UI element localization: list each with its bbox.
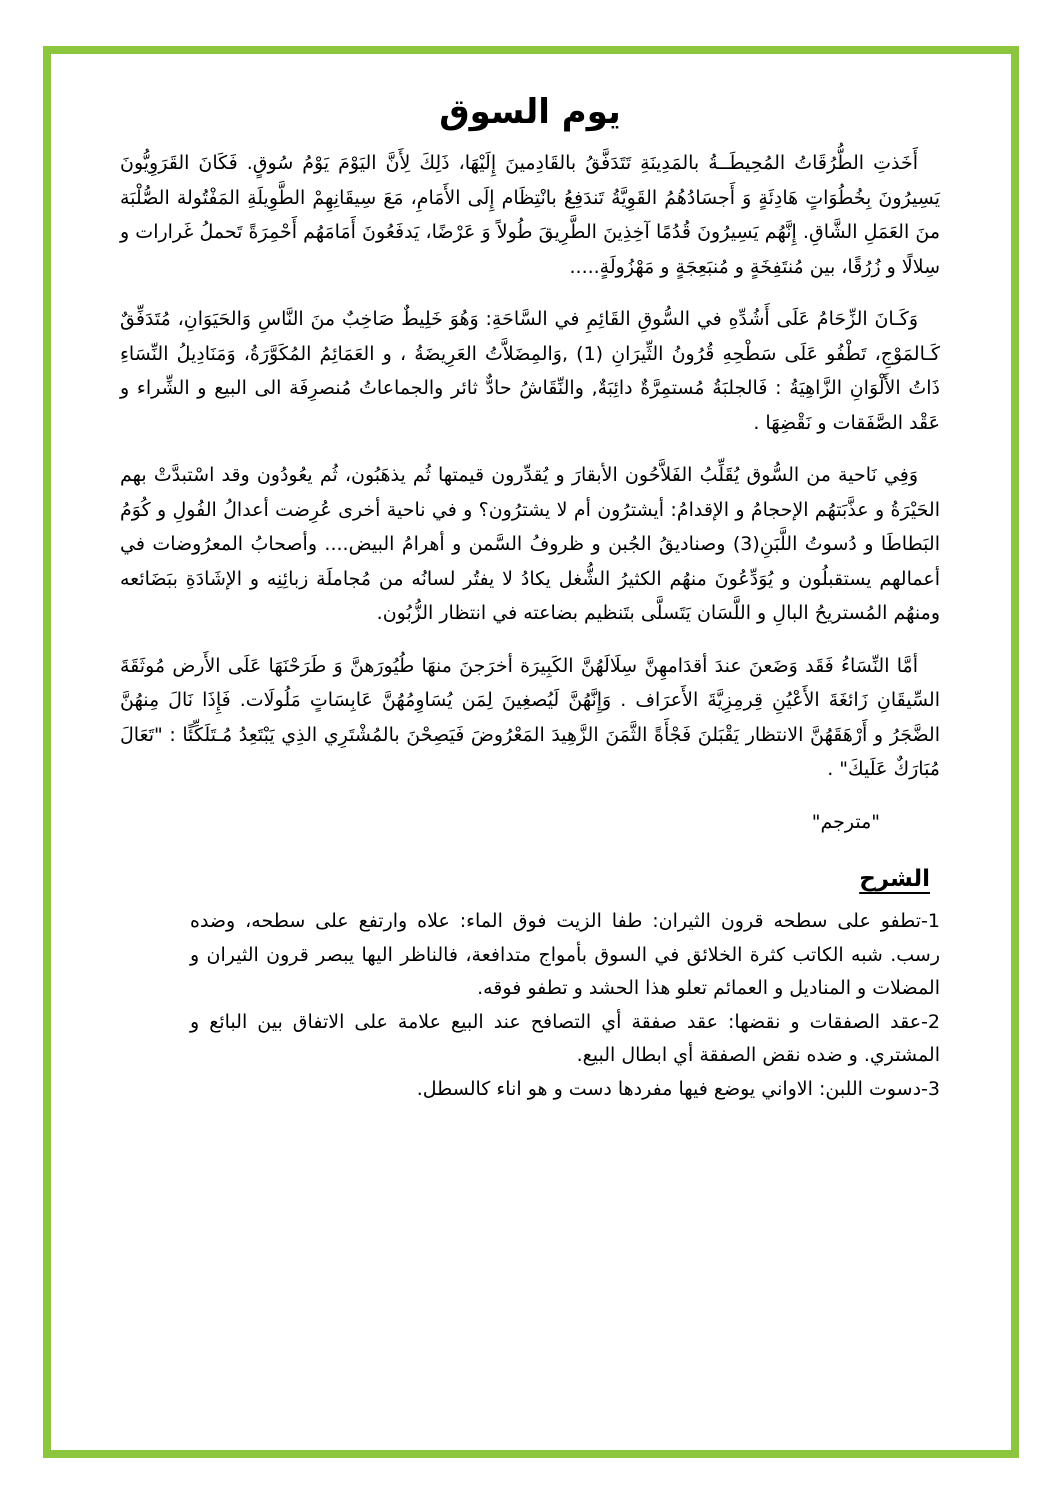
note-2: 2-عقد الصفقات و نقضها: عقد صفقة أي التصافح عند البيع علامة على الاتفاق بين البائع و المشتري. و ضده نقض الصفقة أي ابطال البيع. <box>190 1010 940 1067</box>
explanation-heading: الشرح <box>859 866 930 893</box>
explanation-notes <box>190 905 940 1106</box>
paragraph-3: وَفِي نَاحية من السُّوق يُقَلِّبُ الفَلاَّحُون الأبقارَ و يُقدِّرون قيمتها ثُم يذهَبُون، ثُم يعُودُون وقد اسْتبدَّتْ بهم الحَيْرَةُ و عذَّبَتهُم الإحجامُ و الإقدامُ: أيشترُون أم لا يشترُون؟ و في ناحية أخرى عُرِضت أعدالُ الفُولِ و كُوَمُ البَطاطَا و دُسوتُ اللَّبَنِ(3) وصناديقُ الجُبن و ظروفُ السَّمن و أهرامُ البيض.... وأصحابُ المعرُوضات في أعمالهم يستقبلُون و يُوَدِّعُونَ منهُم الكثيرُ الشُّغل يكادُ لا يفتُر لسانُه من مُجاملَة زبائِنِه و الإشَادَةِ ببَضَائعه ومنهُم المُستريحُ البالِ و اللَّسَان يَتَسلَّى بتَنظيم بضاعته في انتظار الزُّبُون. <box>120 464 940 625</box>
document-content <box>120 90 940 1106</box>
note-1: 1-تطفو على سطحه قرون الثيران: طفا الزيت فوق الماء: علاه وارتفع على سطحه، وضده رسب. شبه الكاتب كثرة الخلائق في السوق بأمواج متدافعة، فالناظر اليها يبصر قرون الثيران و المضلات و المناديل و العمائم تعلو هذا الحشد و تطفو فوقه. <box>190 910 940 1000</box>
document-title: يوم السوق <box>439 92 621 132</box>
paragraph-2: وَكَـانَ الزِّحَامُ عَلَى أَشُدِّهِ في السُّوقِ القَائِمِ في السَّاحَةِ: وَهُوَ خَلِيطٌ صَاخِبٌ منَ النَّاسِ وَالحَيَوَانِ، مُتَدَفِّقٌ كَـالمَوْجِ، تَطْفُو عَلَى سَطْحِهِ قُرُونُ الثِّيرَانِ (1) ,وَالمِضَلاَّتُ العَرِيضَةُ ، و العَمَائِمُ المُكَوَّرَةُ، وَمَنَادِيلُ النِّسَاءِ ذَاتُ الأَلْوَانِ الزَّاهِيَةُ : فَالجلبَةُ مُستمِرَّةٌ دائِبَةٌ, والنِّقَاشُ حادٌّ ثائر والجماعاتُ مُنصرِفَة الى البيع و الشِّراء و عَقْد الصَّفَقات و نَقْضِهَا . <box>120 308 940 434</box>
paragraph-4: أمَّا النِّسَاءُ فَقَد وَضَعنَ عندَ أقدَامهِنَّ سِلَالَهُنَّ الكَبِيرَة أخرَجنَ منهَا طُيُورَهنَّ وَ طَرَحْنَهَا عَلَى الأَرض مُوثَقَةَ السِّيقَانِ زَائغَةَ الأَعْيُنِ قِرمِزِيَّةَ الأَعرَاف . وَإِنَّهُنَّ لَيُصغِينَ لِمَن يُسَاوِمُهُنَّ عَابِسَاتٍ مَلُولَات. فَإِذَا نَالَ مِنهُنَّ الضَّجَرُ و أَرْهَقَهُنَّ الانتظار يَقْبَلنَ فَجْأَةً الثَّمَنَ الزَّهِيدَ المَعْرُوضَ فَيَصِحْنَ بالمُشْتَرِي الذِي يَبْتَعِدُ مُـتَلَكِّئًا : "تَعَالَ مُبَارَكٌ عَلَيكَ" . <box>120 654 940 781</box>
note-3: 3-دسوت اللبن: الاواني يوضع فيها مفردها دست و هو اناء كالسطل. <box>416 1077 940 1100</box>
translator-signature: "مترجم" <box>811 810 880 833</box>
paragraph-1: أَخَذتِ الطُّرُقَاتُ المُحِيطَــةُ بالمَدِينَةِ تَتَدَفَّقُ بالقَادِمينَ إِلَيْهَا، ذَلِكَ لِأَنَّ اليَوْمَ يَوْمُ سُوقٍ. فَكَانَ القَرَوِيُّونَ يَسِيرُونَ بِخُطُوَاتٍ هَادِئَةٍ وَ أَجسَادُهُمُ القَوِيَّةُ تَندَفِعُ بانْتِظَام إِلَى الأَمَامِ، مَعَ سِيقَانِهِمْ الطَّوِيلَةِ المَفْتُولة الصُّلْبَة منَ العَمَلِ الشَّاقِ. إِنَّهُم يَسِيرُونَ قُدُمًا آخِذِينَ الطَّرِيقَ طُولاً وَ عَرْضًا، يَدفَعُونَ أَمَامَهُم أَحْمِرَةً تَحملُ غَرارات و سِلالًا و زُرُقًا، بين مُنتَفِخَةٍ و مُنبَعِجَةٍ و مَهْزُولَةٍ..... <box>120 152 940 278</box>
